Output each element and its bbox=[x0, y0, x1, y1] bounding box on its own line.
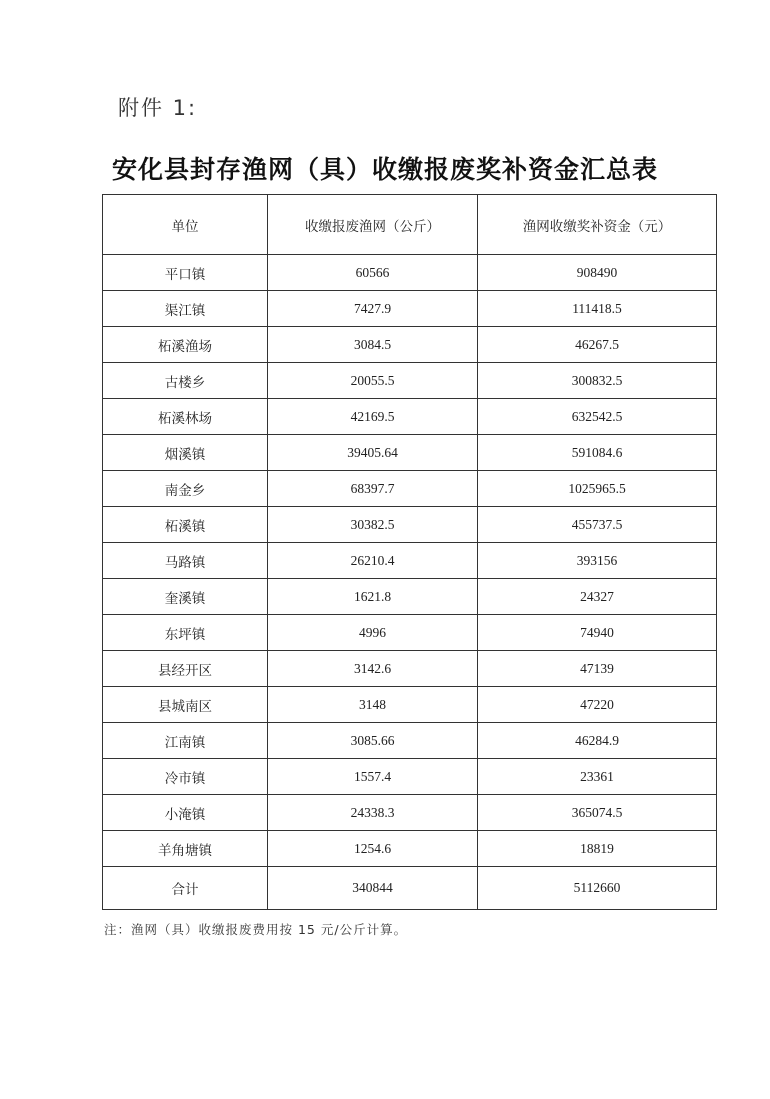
table-row bbox=[103, 435, 717, 471]
cell-nets-weight: 39405.64 bbox=[268, 435, 478, 471]
cell-nets-weight: 3142.6 bbox=[268, 651, 478, 687]
total-weight: 340844 bbox=[268, 867, 478, 910]
cell-subsidy: 18819 bbox=[478, 831, 717, 867]
cell-unit: 羊角塘镇 bbox=[103, 831, 268, 867]
table-row bbox=[103, 615, 717, 651]
cell-unit: 马路镇 bbox=[103, 543, 268, 579]
table-row bbox=[103, 795, 717, 831]
cell-subsidy: 455737.5 bbox=[478, 507, 717, 543]
cell-unit: 柘溪林场 bbox=[103, 399, 268, 435]
cell-unit: 烟溪镇 bbox=[103, 435, 268, 471]
cell-unit: 平口镇 bbox=[103, 255, 268, 291]
cell-nets-weight: 30382.5 bbox=[268, 507, 478, 543]
cell-subsidy: 591084.6 bbox=[478, 435, 717, 471]
attachment-label: 附件 1: bbox=[118, 96, 198, 120]
table-row bbox=[103, 759, 717, 795]
cell-subsidy: 908490 bbox=[478, 255, 717, 291]
cell-unit: 南金乡 bbox=[103, 471, 268, 507]
cell-subsidy: 47139 bbox=[478, 651, 717, 687]
cell-subsidy: 23361 bbox=[478, 759, 717, 795]
cell-subsidy: 365074.5 bbox=[478, 795, 717, 831]
cell-subsidy: 24327 bbox=[478, 579, 717, 615]
footnote: 注：渔网（具）收缴报废费用按 15 元/公斤计算。 bbox=[104, 922, 408, 937]
total-label: 合计 bbox=[103, 867, 268, 910]
table-row bbox=[103, 507, 717, 543]
cell-unit: 小淹镇 bbox=[103, 795, 268, 831]
cell-subsidy: 632542.5 bbox=[478, 399, 717, 435]
table-row bbox=[103, 723, 717, 759]
cell-nets-weight: 68397.7 bbox=[268, 471, 478, 507]
cell-nets-weight: 60566 bbox=[268, 255, 478, 291]
cell-subsidy: 393156 bbox=[478, 543, 717, 579]
total-subsidy: 5112660 bbox=[478, 867, 717, 910]
table-row bbox=[103, 327, 717, 363]
cell-subsidy: 46267.5 bbox=[478, 327, 717, 363]
table-row bbox=[103, 651, 717, 687]
cell-nets-weight: 3085.66 bbox=[268, 723, 478, 759]
cell-subsidy: 300832.5 bbox=[478, 363, 717, 399]
header-subsidy-amount: 渔网收缴奖补资金（元） bbox=[478, 195, 717, 255]
table-row bbox=[103, 255, 717, 291]
table-row bbox=[103, 471, 717, 507]
table-header-row bbox=[103, 195, 717, 255]
cell-nets-weight: 7427.9 bbox=[268, 291, 478, 327]
cell-nets-weight: 26210.4 bbox=[268, 543, 478, 579]
total-row bbox=[103, 867, 717, 910]
cell-nets-weight: 1621.8 bbox=[268, 579, 478, 615]
page-title: 安化县封存渔网（具）收缴报废奖补资金汇总表 bbox=[111, 155, 658, 184]
cell-nets-weight: 3084.5 bbox=[268, 327, 478, 363]
cell-unit: 柘溪渔场 bbox=[103, 327, 268, 363]
cell-nets-weight: 24338.3 bbox=[268, 795, 478, 831]
cell-unit: 东坪镇 bbox=[103, 615, 268, 651]
cell-subsidy: 74940 bbox=[478, 615, 717, 651]
summary-table bbox=[102, 194, 717, 910]
cell-nets-weight: 1254.6 bbox=[268, 831, 478, 867]
cell-nets-weight: 1557.4 bbox=[268, 759, 478, 795]
table-row bbox=[103, 831, 717, 867]
table-row bbox=[103, 363, 717, 399]
cell-subsidy: 1025965.5 bbox=[478, 471, 717, 507]
table-body bbox=[103, 255, 717, 867]
cell-unit: 古楼乡 bbox=[103, 363, 268, 399]
table-row bbox=[103, 543, 717, 579]
header-nets-weight: 收缴报废渔网（公斤） bbox=[268, 195, 478, 255]
table-row bbox=[103, 687, 717, 723]
cell-unit: 县城南区 bbox=[103, 687, 268, 723]
header-unit: 单位 bbox=[103, 195, 268, 255]
cell-unit: 冷市镇 bbox=[103, 759, 268, 795]
cell-nets-weight: 3148 bbox=[268, 687, 478, 723]
cell-nets-weight: 4996 bbox=[268, 615, 478, 651]
cell-unit: 柘溪镇 bbox=[103, 507, 268, 543]
table-row bbox=[103, 291, 717, 327]
cell-unit: 奎溪镇 bbox=[103, 579, 268, 615]
table-row bbox=[103, 579, 717, 615]
cell-subsidy: 47220 bbox=[478, 687, 717, 723]
cell-subsidy: 111418.5 bbox=[478, 291, 717, 327]
cell-unit: 江南镇 bbox=[103, 723, 268, 759]
cell-unit: 县经开区 bbox=[103, 651, 268, 687]
cell-unit: 渠江镇 bbox=[103, 291, 268, 327]
cell-nets-weight: 20055.5 bbox=[268, 363, 478, 399]
table-row bbox=[103, 399, 717, 435]
cell-subsidy: 46284.9 bbox=[478, 723, 717, 759]
cell-nets-weight: 42169.5 bbox=[268, 399, 478, 435]
